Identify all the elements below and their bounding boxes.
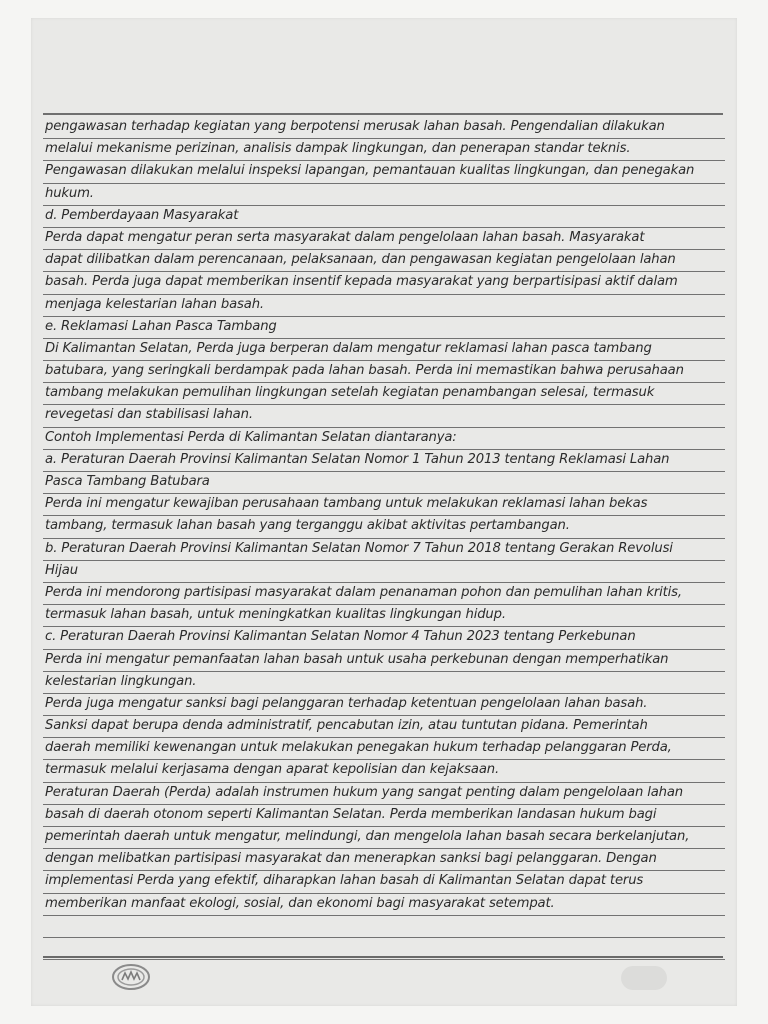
text-line: Perda juga mengatur sanksi bagi pelanggaran terhadap ketentuan pengelolaan lahan basah. (43, 694, 725, 716)
text-line: Perda ini mengatur pemanfaatan lahan basah untuk usaha perkebunan dengan memperhatikan (43, 650, 725, 672)
text-line: Perda ini mendorong partisipasi masyarakat dalam penanaman pohon dan pemulihan lahan kritis, (43, 583, 725, 605)
text-line: basah. Perda juga dapat memberikan insentif kepada masyarakat yang berpartisipasi aktif dalam (43, 272, 725, 294)
page-smudge (621, 966, 667, 990)
text-line: implementasi Perda yang efektif, diharapkan lahan basah di Kalimantan Selatan dapat terus (43, 871, 725, 893)
list-item-heading: a. Peraturan Daerah Provinsi Kalimantan Selatan Nomor 1 Tahun 2013 tentang Reklamasi Lahan (43, 450, 725, 472)
text-line: Pengawasan dilakukan melalui inspeksi lapangan, pemantauan kualitas lingkungan, dan penegakan (43, 161, 725, 183)
section-heading: e. Reklamasi Lahan Pasca Tambang (43, 317, 725, 339)
top-rule (43, 113, 723, 115)
text-line: melalui mekanisme perizinan, analisis dampak lingkungan, dan penerapan standar teknis. (43, 139, 725, 161)
handwritten-text-lines (43, 117, 725, 960)
text-line: pemerintah daerah untuk mengatur, melindungi, dan mengelola lahan basah secara berkelanjutan, (43, 827, 725, 849)
text-line: Di Kalimantan Selatan, Perda juga berperan dalam mengatur reklamasi lahan pasca tambang (43, 339, 725, 361)
text-line: hukum. (43, 184, 725, 206)
text-line: pengawasan terhadap kegiatan yang berpotensi merusak lahan basah. Pengendalian dilakukan (43, 117, 725, 139)
text-line: Peraturan Daerah (Perda) adalah instrumen hukum yang sangat penting dalam pengelolaan lahan (43, 783, 725, 805)
list-item-heading: b. Peraturan Daerah Provinsi Kalimantan Selatan Nomor 7 Tahun 2018 tentang Gerakan Revolusi (43, 539, 725, 561)
text-line: Perda ini mengatur kewajiban perusahaan tambang untuk melakukan reklamasi lahan bekas (43, 494, 725, 516)
text-line: memberikan manfaat ekologi, sosial, dan ekonomi bagi masyarakat setempat. (43, 894, 725, 916)
text-line: Contoh Implementasi Perda di Kalimantan Selatan diantaranya: (43, 428, 725, 450)
text-line: tambang melakukan pemulihan lingkungan setelah kegiatan penambangan selesai, termasuk (43, 383, 725, 405)
list-item-heading: c. Peraturan Daerah Provinsi Kalimantan Selatan Nomor 4 Tahun 2023 tentang Perkebunan (43, 627, 725, 649)
text-line: batubara, yang seringkali berdampak pada lahan basah. Perda ini memastikan bahwa perusahaan (43, 361, 725, 383)
notebook-brand-logo-icon (111, 963, 151, 991)
text-line: dapat dilibatkan dalam perencanaan, pelaksanaan, dan pengawasan kegiatan pengelolaan lahan (43, 250, 725, 272)
text-line: daerah memiliki kewenangan untuk melakukan penegakan hukum terhadap pelanggaran Perda, (43, 738, 725, 760)
empty-ruled-line (43, 916, 725, 938)
list-item-heading: Pasca Tambang Batubara (43, 472, 725, 494)
list-item-heading: Hijau (43, 561, 725, 583)
text-line: Perda dapat mengatur peran serta masyarakat dalam pengelolaan lahan basah. Masyarakat (43, 228, 725, 250)
text-line: Sanksi dapat berupa denda administratif, pencabutan izin, atau tuntutan pidana. Pemerintah (43, 716, 725, 738)
section-heading: d. Pemberdayaan Masyarakat (43, 206, 725, 228)
text-line: kelestarian lingkungan. (43, 672, 725, 694)
text-line: revegetasi dan stabilisasi lahan. (43, 405, 725, 427)
bottom-rule (43, 956, 723, 958)
text-line: basah di daerah otonom seperti Kalimantan Selatan. Perda memberikan landasan hukum bagi (43, 805, 725, 827)
text-line: termasuk lahan basah, untuk meningkatkan kualitas lingkungan hidup. (43, 605, 725, 627)
text-line: termasuk melalui kerjasama dengan aparat kepolisian dan kejaksaan. (43, 760, 725, 782)
text-line: tambang, termasuk lahan basah yang terganggu akibat aktivitas pertambangan. (43, 516, 725, 538)
notebook-page (31, 18, 737, 1006)
text-line: menjaga kelestarian lahan basah. (43, 295, 725, 317)
text-line: dengan melibatkan partisipasi masyarakat dan menerapkan sanksi bagi pelanggaran. Dengan (43, 849, 725, 871)
